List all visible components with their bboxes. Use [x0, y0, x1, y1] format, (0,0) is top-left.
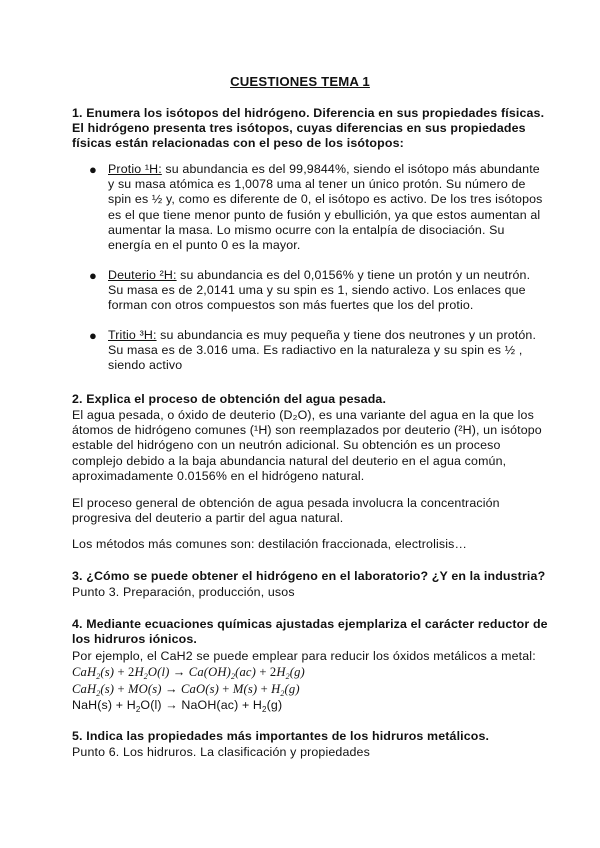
- protio-line: aumentar la masa. Lo mismo ocurre con la entalpía de disociación. Su: [108, 222, 505, 237]
- protio-line: spin es ½ y, como es diferente de 0, el isótopo es activo. De los tres isótopos: [108, 192, 543, 207]
- q2-line: progresiva del deuterio a partir del agua natural.: [72, 511, 344, 526]
- bullet-dot-icon: ●: [89, 162, 98, 177]
- eq-arrow: →: [169, 665, 189, 679]
- equation-2: [72, 682, 542, 697]
- deuterio-line: su abundancia es del 0,0156% y tiene un protón y un neutrón.: [176, 268, 531, 282]
- protio-line: y su masa atómica es 1,0078 uma al tener un único protón. Su número de: [108, 177, 526, 192]
- eq-term: NaH(s) + H: [72, 698, 136, 712]
- protio-line: su abundancia es del 99,9844%, siendo el isótopo más abundante: [161, 162, 540, 176]
- tritio-line: su abundancia es muy pequeña y tiene dos neutrones y un protón.: [156, 328, 537, 342]
- eq-state: (g): [266, 698, 283, 712]
- eq-subscript: 2: [285, 672, 290, 681]
- q1-heading-line: El hidrógeno presenta tres isótopos, cuyas diferencias en sus propiedades: [72, 121, 526, 136]
- eq-term: H: [271, 682, 281, 696]
- q1-heading-line: físicas están relacionadas con el peso de los isótopos:: [72, 136, 404, 151]
- q2-paragraph-1: [72, 408, 542, 484]
- q2-line: estable del hidrógeno con un neutrón adicional. Su obtención es un proceso: [72, 438, 501, 453]
- eq-operator: +: [114, 682, 129, 696]
- equation-3: [72, 698, 542, 713]
- eq-subscript: 2: [262, 705, 267, 714]
- eq-state: (g): [284, 682, 300, 696]
- eq-term: O: [147, 665, 158, 679]
- q2-line: aproximadamente 0.0156% en el hidrógeno natural.: [72, 468, 365, 483]
- eq-subscript: 2: [96, 672, 101, 681]
- bullet-dot-icon: ●: [89, 268, 98, 283]
- page-title: CUESTIONES TEMA 1: [230, 74, 370, 89]
- eq-state: (s): [243, 682, 258, 696]
- eq-term: Ca: [188, 665, 204, 679]
- eq-term: H: [134, 665, 144, 679]
- eq-subscript: 2: [280, 689, 285, 698]
- protio-line: es el que tiene menor punto de fusión y ebullición, ya que estos aumentan al: [108, 207, 541, 222]
- bullet-dot-icon: ●: [89, 328, 98, 343]
- q2-paragraph-3: Los métodos más comunes son: destilación fraccionada, electrolisis…: [72, 537, 468, 551]
- eq-subscript: 2: [143, 672, 148, 681]
- eq-state: (s): [147, 682, 162, 696]
- deuterio-label: Deuterio ²H:: [108, 268, 177, 282]
- q2-line: complejo debido a la baja abundancia natural del deuterio en el agua común,: [72, 453, 507, 468]
- eq-arrow: →: [161, 682, 181, 696]
- q2-heading: 2. Explica el proceso de obtención del agua pesada.: [72, 392, 387, 406]
- eq-term: CaO: [181, 682, 206, 696]
- eq-term: CaH: [72, 665, 97, 679]
- eq-state: (l): [157, 665, 170, 679]
- tritio-label: Tritio ³H:: [108, 328, 157, 342]
- q4-heading-line: los hidruros iónicos.: [72, 632, 198, 647]
- q3-text: Punto 3. Preparación, producción, usos: [72, 585, 295, 599]
- tritio-line: siendo activo: [108, 358, 183, 373]
- eq-operator: +: [219, 682, 233, 696]
- deuterio-line: forman con otros compuestos son más fuertes que los del protio.: [108, 298, 474, 313]
- eq-state: (ac): [235, 665, 257, 679]
- eq-term: (OH): [203, 665, 231, 679]
- eq-operator: + 2: [256, 665, 277, 679]
- eq-state: (g): [289, 665, 305, 679]
- q5-heading: 5. Indica las propiedades más importantes de los hidruros metálicos.: [72, 729, 490, 743]
- eq-state: (s): [100, 665, 115, 679]
- q3-heading: 3. ¿Cómo se puede obtener el hidrógeno en el laboratorio? ¿Y en la industria?: [72, 569, 546, 583]
- q4-intro: Por ejemplo, el CaH2 se puede emplear para reducir los óxidos metálicos a metal:: [72, 649, 536, 663]
- eq-state: (s): [100, 682, 115, 696]
- eq-term: M: [232, 682, 244, 696]
- protio-line: energía en el punto 0 es la mayor.: [108, 238, 301, 253]
- eq-operator: +: [257, 682, 272, 696]
- eq-term: CaH: [72, 682, 97, 696]
- q4-heading-line: 4. Mediante ecuaciones químicas ajustadas ejemplariza el carácter reductor de: [72, 617, 548, 631]
- q4-heading: [72, 617, 548, 647]
- q2-line: átomos de hidrógeno comunes (¹H) son reemplazados por deuterio (²H), un isótopo: [72, 423, 542, 438]
- q1-heading-line: 1. Enumera los isótopos del hidrógeno. Diferencia en sus propiedades físicas.: [72, 106, 545, 120]
- eq-operator: + 2: [114, 665, 135, 679]
- protio-label: Protio ¹H:: [108, 162, 162, 176]
- eq-state: (s): [205, 682, 219, 696]
- eq-term: H: [276, 665, 286, 679]
- deuterio-line: Su masa es de 2,0141 uma y su spin es 1, siendo activo. Los enlaces que: [108, 283, 526, 298]
- tritio-line: Su masa es de 3.016 uma. Es radiactivo en la naturaleza y su spin es ½ ,: [108, 343, 523, 358]
- eq-subscript: 2: [135, 705, 141, 714]
- q2-line: El agua pesada, o óxido de deuterio (D₂O), es una variante del agua en la que los: [72, 408, 534, 422]
- q2-line: El proceso general de obtención de agua pesada involucra la concentración: [72, 496, 500, 510]
- protio-item: [108, 162, 543, 253]
- eq-term: O(l) → NaOH(ac) + H: [140, 698, 263, 712]
- deuterio-item: [108, 268, 538, 314]
- q1-heading: [72, 106, 545, 152]
- tritio-item: [108, 328, 538, 374]
- eq-subscript: 2: [230, 672, 236, 681]
- eq-term: MO: [128, 682, 148, 696]
- q5-text: Punto 6. Los hidruros. La clasificación y propiedades: [72, 745, 370, 759]
- q2-paragraph-2: [72, 496, 542, 526]
- equation-1: [72, 665, 542, 680]
- eq-subscript: 2: [96, 689, 101, 698]
